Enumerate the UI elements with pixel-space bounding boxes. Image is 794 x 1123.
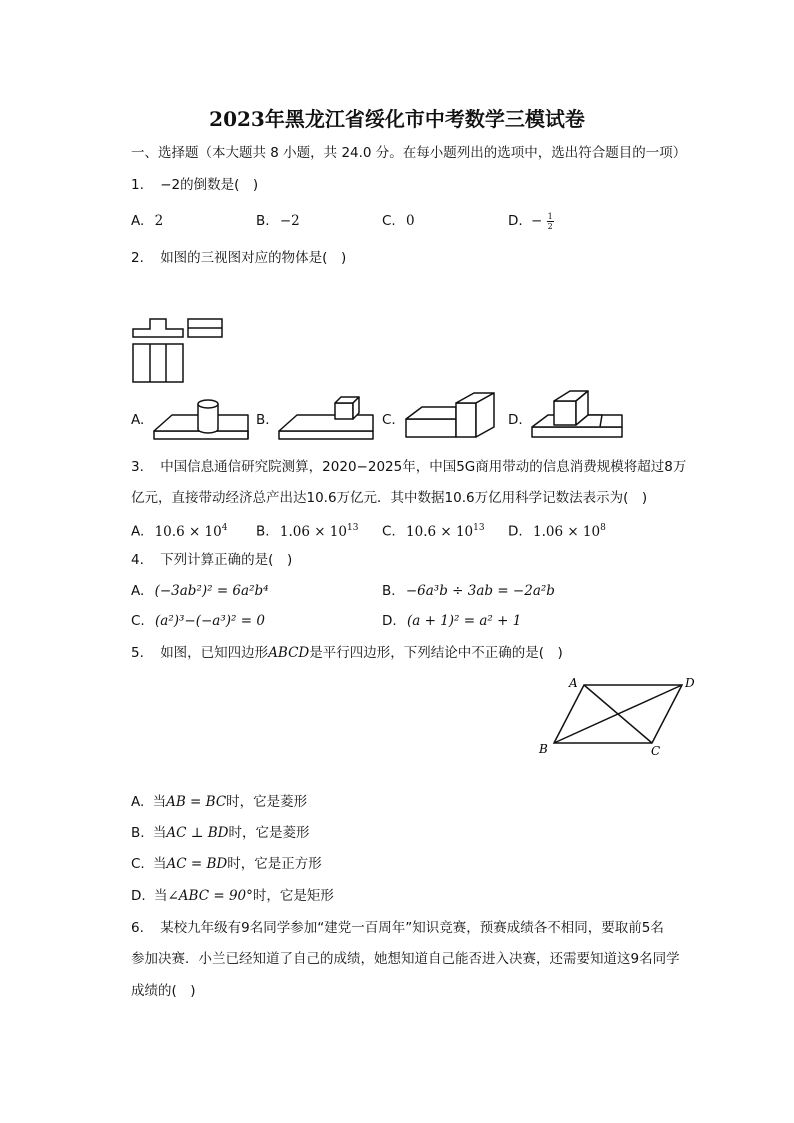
minus-sign: − [530,213,543,229]
option-text: (−3ab²)² = 6a²b⁴ [154,583,269,599]
option-pre: 当 [152,794,167,810]
q3-option-a[interactable] [131,518,227,542]
q4-option-b[interactable] [382,581,555,601]
option-post: 时，它是菱形 [228,825,310,841]
option-post: 时，它是菱形 [226,794,308,810]
q2-option-c[interactable]: C. [382,412,396,428]
option-letter: B. [256,523,270,540]
solid-a-cylinder-on-slab [150,395,252,445]
q2-option-b[interactable]: B. [256,412,270,428]
option-letter: B. [131,825,145,841]
question-2 [131,248,346,268]
option-letter: A. [131,213,145,229]
q4-option-c[interactable] [131,611,265,631]
question-stem-pre: 如图，已知四边形 [160,645,269,661]
option-pre: 当 [153,888,168,904]
option-post: 时，它是矩形 [252,888,334,904]
base-front [532,427,622,437]
option-letter: A. [131,794,145,810]
option-pre: 当 [152,825,167,841]
option-math: AC ⊥ BD [166,825,229,841]
question-number: 1. [131,177,144,193]
step-low-front [406,419,456,437]
option-letter: C. [382,523,396,540]
q3-option-c[interactable] [382,518,485,542]
question-3-line1 [131,457,686,477]
slab-front [279,431,373,439]
option-letter: D. [508,523,523,540]
q4-option-d[interactable] [382,611,521,631]
cylinder-top [198,400,218,408]
step-low-top [406,407,456,419]
vertex-label-b: B [539,742,548,756]
option-exponent: 13 [347,523,359,533]
question-stem: 如图的三视图对应的物体是( ) [160,250,347,266]
fraction-denominator: 2 [547,221,553,231]
option-letter: C. [131,613,145,629]
question-6-line2: 参加决赛．小兰已经知道了自己的成绩，她想知道自己能否进入决赛，还需要知道这9名同学 [131,951,680,967]
option-exponent: 4 [221,523,228,533]
question-number: 5. [131,645,144,661]
question-stem: 某校九年级有9名同学参加“建党一百周年”知识竞赛，预赛成绩各不相同，要取前5名 [160,920,664,936]
step-high-front [456,403,476,437]
question-4 [131,550,292,570]
question-1 [131,175,258,195]
q5-option-a[interactable] [131,792,307,812]
option-letter: A. [131,583,145,599]
option-math: AC = BD [166,856,228,872]
side-view [188,319,222,337]
option-math: ∠ABC = 90° [167,888,253,904]
option-text: −6a³b ÷ 3ab = −2a²b [405,583,555,599]
section-heading: 一、选择题（本大题共 8 小题，共 24.0 分。在每小题列出的选项中，选出符合题目的一项） [131,145,687,161]
option-letter: C. [382,213,396,229]
option-text: 2 [154,213,164,229]
question-6-line3: 成绩的( ) [131,983,196,999]
solid-b-cube-on-slab [275,393,377,445]
option-letter: B. [256,213,270,229]
q1-option-b[interactable] [256,211,300,231]
solid-d-step-block [528,389,628,445]
option-base: 1.06 × 10 [279,523,347,540]
q1-option-d[interactable] [508,211,554,231]
q3-option-b[interactable] [256,518,358,542]
question-3-line2: 亿元，直接带动经济总产出达10.6万亿元．其中数据10.6万亿用科学记数法表示为( ) [131,490,648,506]
option-text: −2 [279,213,300,229]
option-base: 10.6 × 10 [154,523,222,540]
option-text: 0 [406,213,415,229]
q1-option-a[interactable] [131,211,163,231]
question-stem-post: 是平行四边形，下列结论中不正确的是( ) [309,645,563,661]
solid-c-step-block [402,389,502,445]
q4-option-a[interactable] [131,581,269,601]
q5-option-b[interactable] [131,823,309,843]
option-exponent: 8 [600,523,606,533]
option-letter: B. [382,583,396,599]
vertex-label-a: A [569,676,578,690]
diagonal-bd [554,685,682,743]
front-view [133,319,183,337]
q5-option-c[interactable] [131,854,322,874]
q3-option-d[interactable] [508,518,606,542]
option-letter: D. [508,213,523,229]
vertex-label-d: D [685,676,695,690]
option-exponent: 13 [473,523,485,533]
option-letter: A. [131,523,145,540]
q2-option-d[interactable]: D. [508,412,523,428]
question-5 [131,643,563,663]
question-stem: −2的倒数是( ) [160,177,259,193]
fraction [547,212,554,231]
question-number: 3. [131,459,144,475]
question-number: 4. [131,552,144,568]
question-number: 2. [131,250,144,266]
option-text: (a²)³−(−a³)² = 0 [155,613,265,629]
question-stem: 下列计算正确的是( ) [160,552,293,568]
option-text: (a + 1)² = a² + 1 [406,613,522,629]
question-number: 6. [131,920,144,936]
slab-top [279,415,373,431]
three-view-figure [130,316,225,386]
question-stem: 中国信息通信研究院测算，2020−2025年，中国5G商用带动的信息消费规模将超过8万 [160,459,687,475]
parallelogram-figure [535,673,700,763]
option-letter: D. [131,888,146,904]
cube-front [335,403,353,419]
option-letter: C. [131,856,145,872]
q1-option-c[interactable] [382,211,415,231]
vertex-label-c: C [651,744,661,758]
top-view [133,344,183,382]
q2-option-a[interactable]: A. [131,412,145,428]
q5-option-d[interactable] [131,886,334,906]
option-post: 时，它是正方形 [227,856,322,872]
option-base: 10.6 × 10 [406,523,474,540]
option-math: AB = BC [166,794,227,810]
question-6-line1 [131,918,664,938]
page-title: 2023年黑龙江省绥化市中考数学三模试卷 [209,107,585,131]
option-letter: D. [382,613,397,629]
option-base: 1.06 × 10 [532,523,601,540]
block-front [554,401,576,425]
fraction-numerator: 1 [547,211,553,221]
question-stem-var: ABCD [268,645,310,661]
option-pre: 当 [153,856,167,872]
